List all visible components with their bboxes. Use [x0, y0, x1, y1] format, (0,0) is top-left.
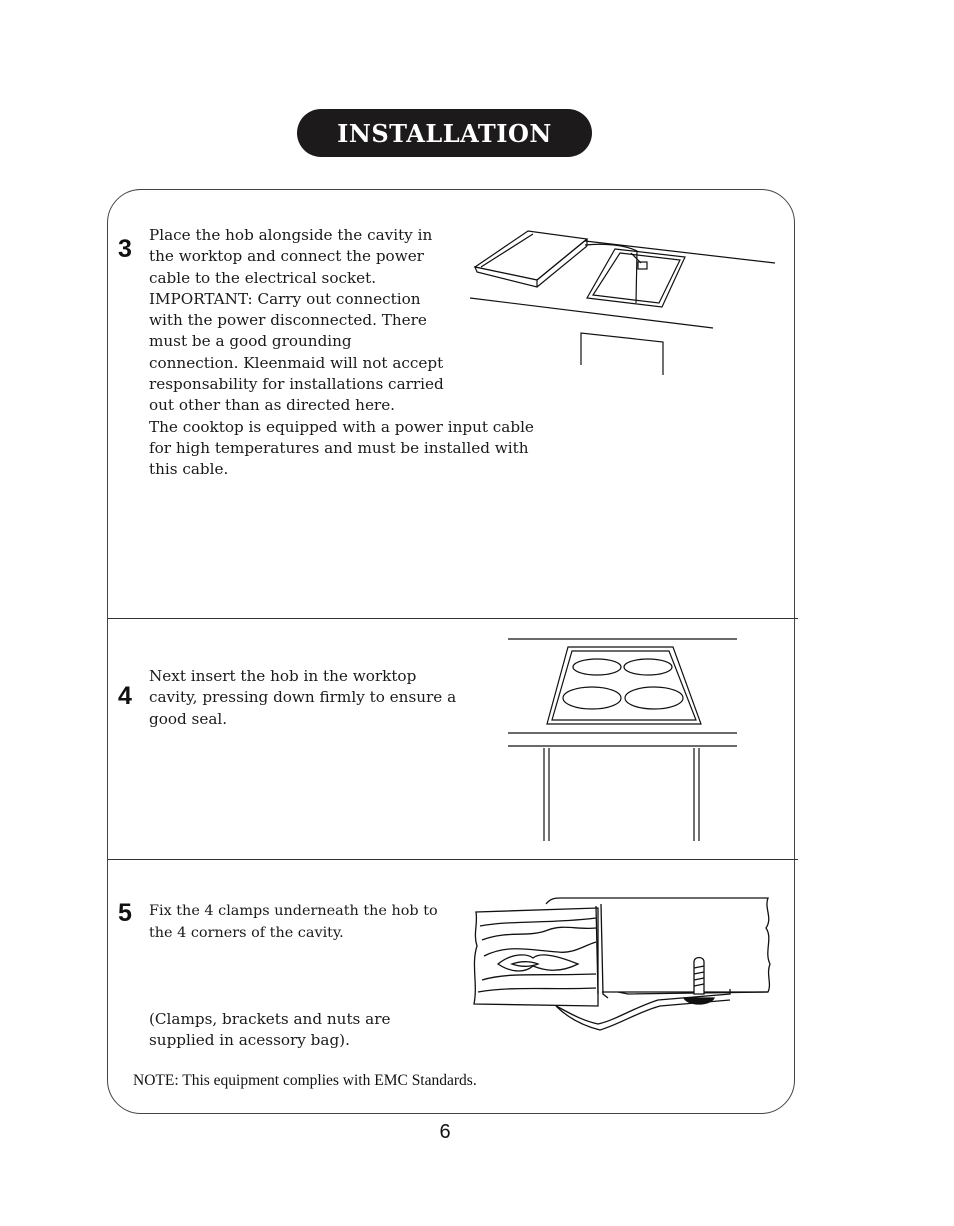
- hob-in-worktop-illustration: [505, 636, 741, 846]
- step-3-number: 3: [118, 235, 132, 263]
- step-5-text: Fix the 4 clamps underneath the hob to the 4 corners of the cavity.: [149, 903, 438, 941]
- page-number: 6: [439, 1121, 451, 1143]
- step-4-text: Next insert the hob in the worktop cavity, pressing down firmly to ensure a good seal.: [149, 667, 457, 728]
- hob-beside-cavity-illustration: [465, 225, 785, 385]
- emc-note: NOTE: This equipment complies with EMC Standards.: [133, 1072, 477, 1089]
- clamp-fixing-illustration: [468, 894, 778, 1034]
- step-divider: [108, 859, 798, 860]
- step-4-number: 4: [118, 682, 132, 710]
- step-divider: [108, 618, 798, 619]
- step-3-text: Place the hob alongside the cavity in the worktop and connect the power cable to the electrical socket. IMPORTANT: Carry out connection with the power disconnected. There must be a good grounding connection. Kleenmaid will not accept responsability for installations carried out other than as directed here. The cooktop is equipped with a power input cable for high temperatures and must be installed with this cable.: [149, 226, 534, 479]
- step-5-number: 5: [118, 899, 132, 927]
- page-title: INSTALLATION: [297, 109, 592, 157]
- step-5-note: (Clamps, brackets and nuts are supplied in acessory bag).: [149, 1010, 391, 1050]
